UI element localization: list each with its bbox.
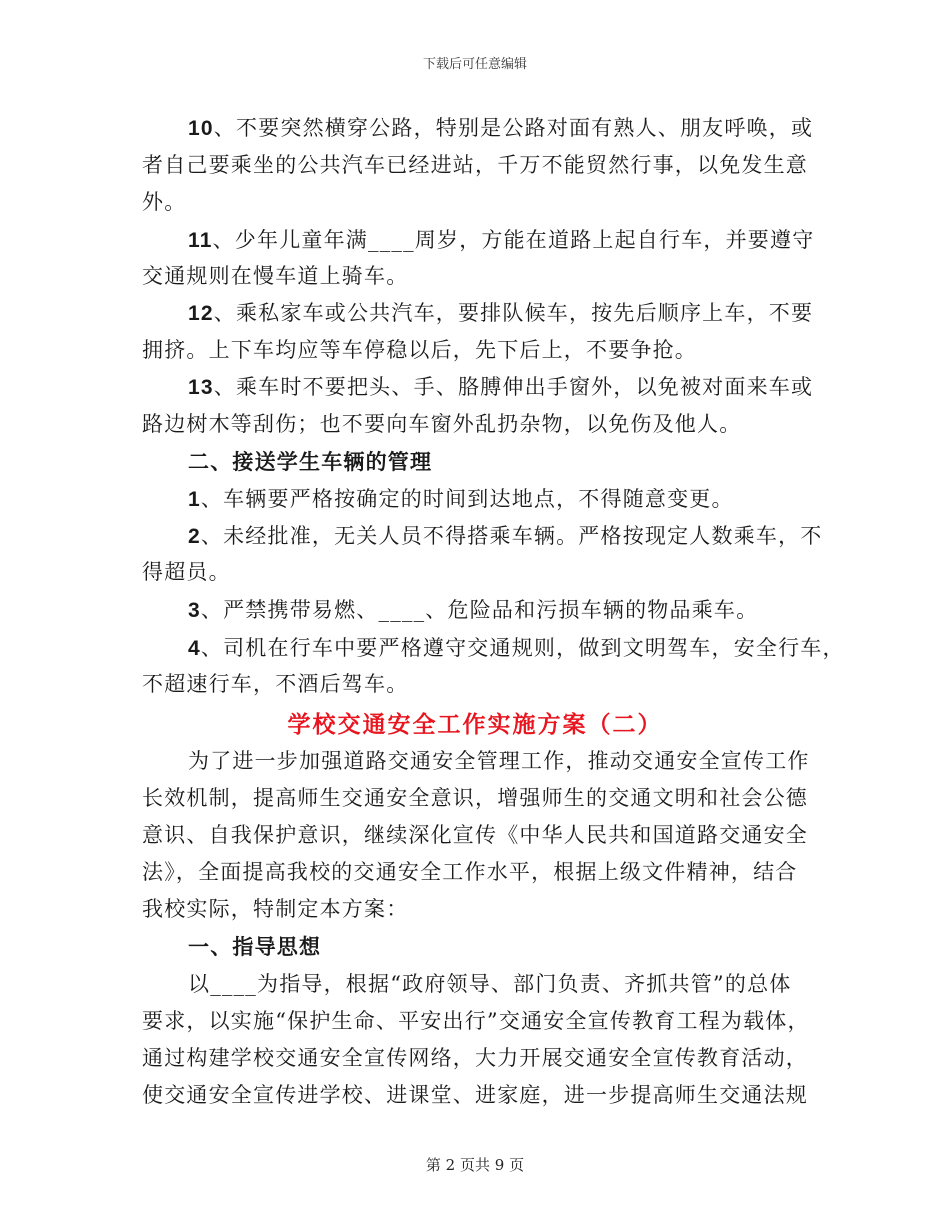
item-13-line-1 <box>188 373 813 402</box>
guide-line-2: 要求，以实施“保护生命、平安出行”交通安全宣传教育工程为载体， <box>142 1009 810 1033</box>
item-text: 、未经批准，无关人员不得搭乘车辆。严格按现定人数乘车，不 <box>200 524 823 548</box>
intro-line-4: 法》，全面提高我校的交通安全工作水平，根据上级文件精神，结合 <box>142 860 798 884</box>
vehicle-item-3 <box>188 596 758 625</box>
item-text: 、不要突然横穿公路，特别是公路对面有熟人、朋友呼唤，或 <box>213 116 814 140</box>
item-text: 、车辆要严格按确定的时间到达地点，不得随意变更。 <box>200 487 734 511</box>
document-title: 学校交通安全工作实施方案（二） <box>287 711 663 738</box>
page-header: 下载后可任意编辑 <box>422 57 527 72</box>
item-number: 10 <box>188 117 214 140</box>
item-12-line-1 <box>188 299 813 328</box>
item-text: 、司机在行车中要严格遵守交通规则，做到文明驾车，安全行车， <box>200 636 845 660</box>
section-heading-guiding: 一、指导思想 <box>188 934 322 959</box>
item-number: 12 <box>188 302 214 325</box>
vehicle-item-2-line-2: 得超员。 <box>142 560 231 584</box>
vehicle-item-1 <box>188 485 734 514</box>
guide-line-4: 使交通安全宣传进学校、进课堂、进家庭，进一步提高师生交通法规 <box>142 1083 808 1107</box>
guide-line-3: 通过构建学校交通安全宣传网络，大力开展交通安全宣传教育活动， <box>142 1046 808 1070</box>
item-12-line-2: 拥挤。上下车均应等车停稳以后，先下后上，不要争抢。 <box>142 338 697 362</box>
intro-line-2: 长效机制，提高师生交通安全意识，增强师生的交通文明和社会公德 <box>142 786 808 810</box>
item-number: 4 <box>188 637 201 660</box>
item-number: 3 <box>188 599 201 622</box>
item-text: 、乘车时不要把头、手、胳膊伸出手窗外，以免被对面来车或 <box>213 375 814 399</box>
item-number: 1 <box>188 488 201 511</box>
item-11-line-2: 交通规则在慢车道上骑车。 <box>142 264 409 288</box>
item-11-line-1 <box>188 226 814 255</box>
vehicle-item-2-line-1 <box>188 522 823 551</box>
item-10-line-1 <box>188 114 813 143</box>
vehicle-item-4-line-1 <box>188 634 845 663</box>
section-heading-vehicles: 二、接送学生车辆的管理 <box>188 449 433 474</box>
item-number: 2 <box>188 525 201 548</box>
item-number: 13 <box>188 376 214 399</box>
intro-line-5: 我校实际，特制定本方案： <box>142 897 409 921</box>
item-text: 、严禁携带易燃、____、危险品和污损车辆的物品乘车。 <box>200 598 759 622</box>
guide-line-1: 以____为指导，根据“政府领导、部门负责、齐抓共管”的总体 <box>188 972 792 996</box>
item-13-line-2: 路边树木等刮伤；也不要向车窗外乱扔杂物，以免伤及他人。 <box>142 412 742 436</box>
vehicle-item-4-line-2: 不超速行车，不酒后驾车。 <box>142 672 409 696</box>
item-text: 、乘私家车或公共汽车，要排队候车，按先后顺序上车，不要 <box>213 301 814 325</box>
page-footer: 第 2 页共 9 页 <box>425 1156 525 1174</box>
item-10-line-2: 者自己要乘坐的公共汽车已经进站，千万不能贸然行事，以免发生意 <box>142 153 808 177</box>
item-text: 、少年儿童年满____周岁，方能在道路上起自行车，并要遵守 <box>212 228 815 252</box>
item-10-line-3: 外。 <box>142 190 187 214</box>
intro-line-1: 为了进一步加强道路交通安全管理工作，推动交通安全宣传工作 <box>188 749 810 773</box>
intro-line-3: 意识、自我保护意识，继续深化宣传《中华人民共和国道路交通安全 <box>142 823 808 847</box>
item-number: 11 <box>188 229 213 252</box>
